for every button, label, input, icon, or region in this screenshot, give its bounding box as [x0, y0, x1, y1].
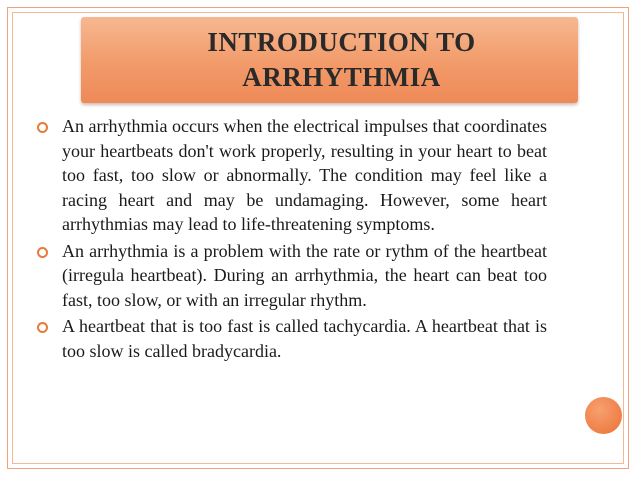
- bullet-item: [37, 239, 547, 313]
- bullet-text: An arrhythmia occurs when the electrical impulses that coordinates your heartbeats don't work properly, resulting in your heart to beat too fast, too slow or abnormally. The condition may feel like a racing heart and may be undamaging. However, some heart arrhythmias may lead to life-threatening symptoms.: [62, 116, 547, 234]
- bullet-item: [37, 314, 547, 363]
- bullet-text: A heartbeat that is too fast is called tachycardia. A heartbeat that is too slow is called bradycardia.: [62, 316, 547, 361]
- bullet-text: An arrhythmia is a problem with the rate or rythm of the heartbeat (irregula heartbeat). During an arrhythmia, the heart can beat too fast, too slow, or with an irregular rhythm.: [62, 240, 547, 310]
- bullet-circle-icon: [37, 247, 48, 258]
- bullet-list: [37, 114, 547, 365]
- bullet-circle-icon: [37, 322, 48, 333]
- slide-title: INTRODUCTION TO ARRHYTHMIA: [207, 27, 476, 92]
- bullet-circle-icon: [37, 122, 48, 133]
- title-banner: [81, 17, 578, 103]
- decorative-circle: [585, 397, 622, 434]
- bullet-item: [37, 114, 547, 237]
